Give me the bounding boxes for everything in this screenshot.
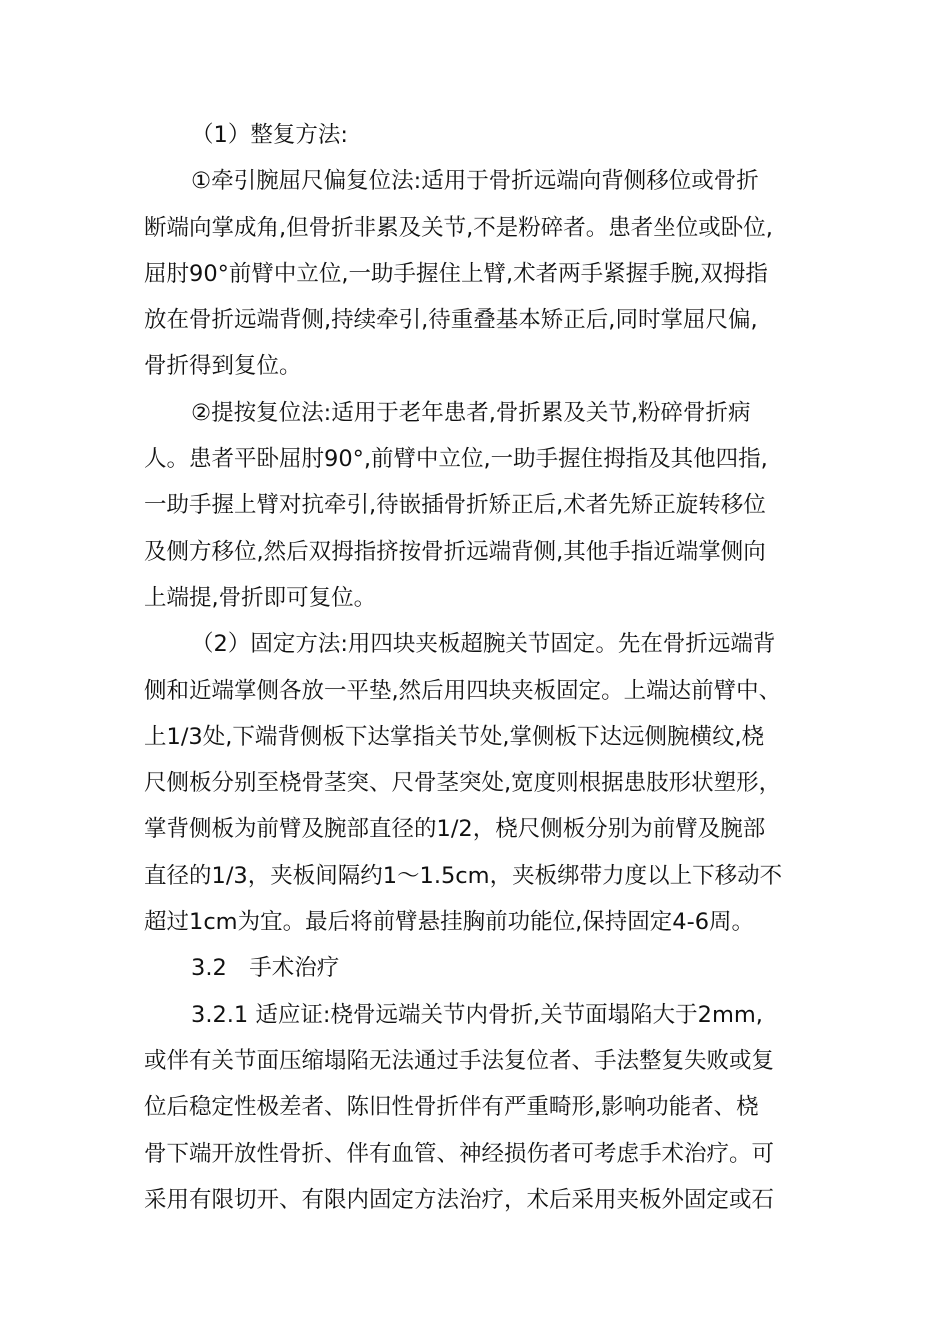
text-line: 及侧方移位,然后双拇指挤按骨折远端背侧,其他手指近端掌侧向 [144,538,766,565]
text-line: 骨折得到复位。 [144,353,302,380]
text-line: 断端向掌成角,但骨折非累及关节,不是粉碎者。患者坐位或卧位, [144,214,773,241]
body-text [144,112,814,1223]
text-line: 上1/3处,下端背侧板下达掌指关节处,掌侧板下达远侧腕横纹,桡 [144,723,765,750]
text-line: ①牵引腕屈尺偏复位法:适用于骨折远端向背侧移位或骨折 [191,168,759,195]
text-line: 采用有限切开、有限内固定方法治疗，术后采用夹板外固定或石 [144,1186,775,1213]
text-line: 放在骨折远端背侧,持续牵引,待重叠基本矫正后,同时掌屈尺偏, [144,307,758,334]
text-line: 人。患者平卧屈肘90°,前臂中立位,一助手握住拇指及其他四指, [144,446,768,473]
text-line: 超过1cm为宜。最后将前臂悬挂胸前功能位,保持固定4-6周。 [144,909,755,936]
text-line: ②提按复位法:适用于老年患者,骨折累及关节,粉碎骨折病 [191,399,751,426]
text-line: 位后稳定性极差者、陈旧性骨折伴有严重畸形,影响功能者、桡 [144,1094,759,1121]
text-line: 骨下端开放性骨折、伴有血管、神经损伤者可考虑手术治疗。可 [144,1140,775,1167]
text-line: 屈肘90°前臂中立位,一助手握住上臂,术者两手紧握手腕,双拇指 [144,260,768,287]
text-line: （2）固定方法:用四块夹板超腕关节固定。先在骨折远端背 [191,631,776,658]
text-line: 或伴有关节面压缩塌陷无法通过手法复位者、手法整复失败或复 [144,1047,775,1074]
text-line: 3.2.1 适应证:桡骨远端关节内骨折,关节面塌陷大于2mm, [191,1001,763,1028]
text-line: 尺侧板分别至桡骨茎突、尺骨茎突处,宽度则根据患肢形状塑形， [144,770,782,797]
text-line: 3.2 手术治疗 [191,955,340,982]
text-line: 一助手握上臂对抗牵引,待嵌插骨折矫正后,术者先矫正旋转移位 [144,492,766,519]
text-line: 侧和近端掌侧各放一平垫,然后用四块夹板固定。上端达前臂中、 [144,677,782,704]
text-line: 直径的1/3，夹板间隔约1～1.5cm，夹板绑带力度以上下移动不 [144,862,783,889]
text-line: 掌背侧板为前臂及腕部直径的1/2，桡尺侧板分别为前臂及腕部 [144,816,766,843]
text-line: 上端提,骨折即可复位。 [144,584,377,611]
text-line: （1）整复方法: [191,122,348,148]
